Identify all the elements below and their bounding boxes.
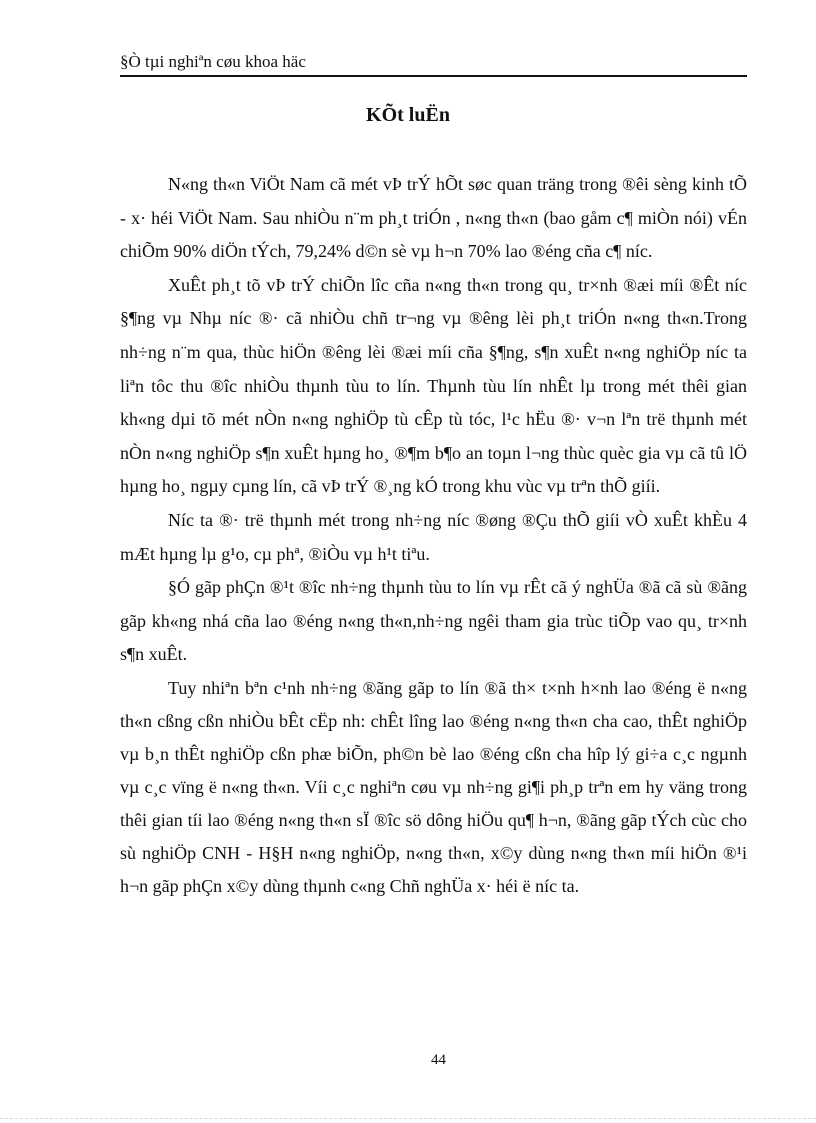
paragraph: §Ó gãp phÇn ®¹t ®îc nh÷ng thµnh tùu to lín vµ rÊt cã ý nghÜa ®ã cã sù ®ãng gãp kh«ng nhá cña lao ®éng n«ng th«n,nh÷ng ngêi tham gia trùc tiÕp vao qu¸ tr×nh s¶n xuÊt.: [120, 577, 747, 665]
page-number: 44: [431, 1052, 446, 1068]
body-text: [120, 168, 747, 903]
paragraph: N«ng th«n ViÖt Nam cã mét vÞ trÝ hÕt søc quan träng trong ®êi sèng kinh tÕ - x· héi ViÖt Nam. Sau nhiÒu n¨m ph¸t triÓn , n«ng th«n (bao gåm c¶ miÒn nói) vÉn chiÕm 90% diÖn tÝch, 79,24% d©n sè vµ h¬n 70% lao ®éng cña c¶ níc.: [120, 174, 747, 262]
page-bottom-divider: [0, 1118, 816, 1119]
running-header: [120, 52, 747, 77]
running-header-title: §Ò tµi nghiªn cøu khoa häc: [120, 52, 306, 71]
paragraph: XuÊt ph¸t tõ vÞ trÝ chiÕn lîc cña n«ng th«n trong qu¸ tr×nh ®æi míi ®Êt níc §¶ng vµ Nhµ níc ®· cã nhiÒu chñ tr¬ng vµ ®êng lèi ph¸t triÓn n«ng th«n.Trong nh÷ng n¨m qua, thùc hiÖn ®êng lèi ®æi míi cña §¶ng, s¶n xuÊt n«ng nghiÖp níc ta liªn tôc thu ®îc nhiÒu thµnh tùu to lín. Thµnh tùu lín nhÊt lµ trong mét thêi gian kh«ng dµi tõ mét nÒn n«ng nghiÖp tù cÊp tù tóc, l¹c hËu ®· v¬n lªn trë thµnh mét nÒn n«ng nghiÖp s¶n xuÊt hµng ho¸ ®¶m b¶o an toµn l¬ng thùc quèc gia vµ cã tû lÖ hµng ho¸ ngµy cµng lín, cã vÞ trÝ ®¸ng kÓ trong khu vùc vµ trªn thÕ giíi.: [120, 274, 747, 497]
section-title: KÕt luËn: [366, 104, 450, 126]
paragraph: Níc ta ®· trë thµnh mét trong nh÷ng níc ®øng ®Çu thÕ giíi vÒ xuÊt khÈu 4 mÆt hµng lµ g¹o, cµ phª, ®iÒu vµ h¹t tiªu.: [120, 509, 747, 564]
paragraph: Tuy nhiªn bªn c¹nh nh÷ng ®ãng gãp to lín ®ã th× t×nh h×nh lao ®éng ë n«ng th«n cßng cßn nhiÒu bÊt cËp nh: chÊt lîng lao ®éng n«ng th«n cha cao, thÊt nghiÖp vµ b¸n thÊt nghiÖp cßn phæ biÕn, ph©n bè lao ®éng cßn cha hîp lý gi÷a c¸c ngµnh vµ c¸c vïng ë n«ng th«n. Víi c¸c nghiªn cøu vµ nh÷ng gi¶i ph¸p trªn em hy väng trong thêi gian tíi lao ®éng n«ng th«n sÏ ®îc sö dông hiÖu qu¶ h¬n, ®ãng gãp tÝch cùc cho sù nghiÖp CNH - H§H n«ng nghiÖp, n«ng th«n, x©y dùng n«ng th«n míi hiÖn ®¹i h¬n gãp phÇn x©y dùng thµnh c«ng Chñ nghÜa x· héi ë níc ta.: [120, 677, 747, 896]
